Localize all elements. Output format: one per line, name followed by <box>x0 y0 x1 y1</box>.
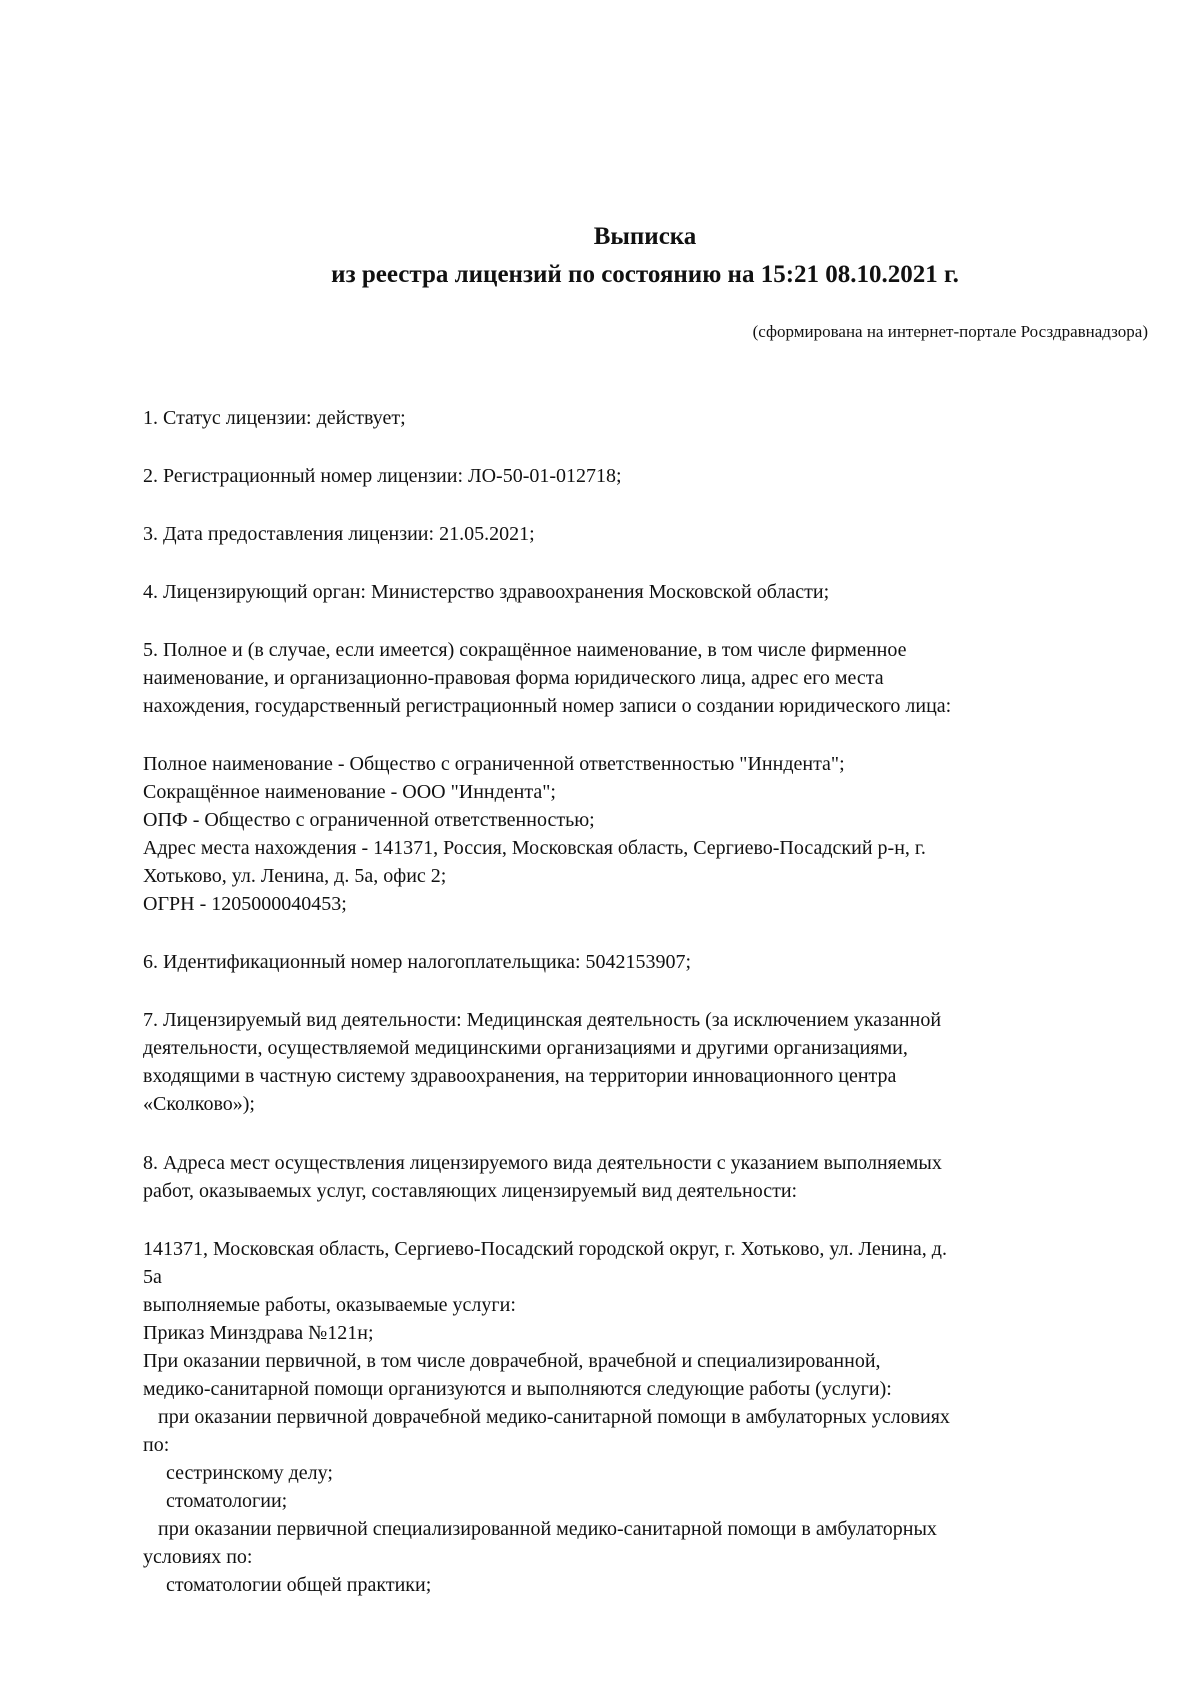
works-heading: выполняемые работы, оказываемые услуги: <box>143 1294 516 1316</box>
portal-note: (сформирована на интернет-портале Росздравнадзора) <box>752 322 1148 341</box>
item-registration-number: 2. Регистрационный номер лицензии: ЛО-50-01-012718; <box>143 465 622 487</box>
works-intro-line: медико-санитарной помощи организуются и выполняются следующие работы (услуги): <box>143 1378 892 1400</box>
item-activity-line: деятельности, осуществляемой медицинскими организациями и другими организациями, <box>143 1037 908 1059</box>
org-address: Адрес места нахождения - 141371, Россия, Московская область, Сергиево-Посадский р-н, г. <box>143 837 926 859</box>
item-activity-line: «Сколково»); <box>143 1093 255 1115</box>
org-full-name: Полное наименование - Общество с ограниченной ответственностью "Инндента"; <box>143 753 845 775</box>
org-ogrn: ОГРН - 1205000040453; <box>143 893 347 915</box>
item-issue-date: 3. Дата предоставления лицензии: 21.05.2021; <box>143 523 535 545</box>
works-section-heading: при оказании первичной специализированной медико-санитарной помощи в амбулаторных <box>158 1518 937 1540</box>
works-section-heading-cont: по: <box>143 1434 170 1456</box>
item-name-line: наименование, и организационно-правовая форма юридического лица, адрес его места <box>143 667 884 689</box>
org-address-cont: Хотьково, ул. Ленина, д. 5а, офис 2; <box>143 865 447 887</box>
item-activity-line: входящими в частную систему здравоохранения, на территории инновационного центра <box>143 1065 897 1087</box>
works-intro-line: При оказании первичной, в том числе доврачебной, врачебной и специализированной, <box>143 1350 881 1372</box>
place-address: 141371, Московская область, Сергиево-Посадский городской округ, г. Хотьково, ул. Ленина, д. <box>143 1238 947 1260</box>
org-legal-form: ОПФ - Общество с ограниченной ответственностью; <box>143 809 595 831</box>
org-short-name: Сокращённое наименование - ООО "Инндента"; <box>143 781 556 803</box>
service-item: стоматологии общей практики; <box>166 1574 432 1596</box>
item-name-line: 5. Полное и (в случае, если имеется) сокращённое наименование, в том числе фирменное <box>143 639 907 661</box>
document-subtitle: из реестра лицензий по состоянию на 15:21 08.10.2021 г. <box>331 261 959 288</box>
item-licensing-authority: 4. Лицензирующий орган: Министерство здравоохранения Московской области; <box>143 581 830 603</box>
item-license-status: 1. Статус лицензии: действует; <box>143 407 406 429</box>
item-inn: 6. Идентификационный номер налогоплательщика: 5042153907; <box>143 951 692 973</box>
service-item: стоматологии; <box>166 1490 288 1512</box>
document-title: Выписка <box>593 223 697 250</box>
place-address-cont: 5а <box>143 1266 162 1288</box>
order-reference: Приказ Минздрава №121н; <box>143 1322 374 1344</box>
item-activity-line: 7. Лицензируемый вид деятельности: Медицинская деятельность (за исключением указанной <box>143 1009 942 1031</box>
item-name-line: нахождения, государственный регистрационный номер записи о создании юридического лица: <box>143 695 952 717</box>
item-places-line: 8. Адреса мест осуществления лицензируемого вида деятельности с указанием выполняемых <box>143 1152 942 1174</box>
works-section-heading: при оказании первичной доврачебной медико-санитарной помощи в амбулаторных условиях <box>158 1406 950 1428</box>
service-item: сестринскому делу; <box>166 1462 333 1484</box>
works-section-heading-cont: условиях по: <box>143 1546 253 1568</box>
item-places-line: работ, оказываемых услуг, составляющих лицензируемый вид деятельности: <box>143 1180 798 1202</box>
